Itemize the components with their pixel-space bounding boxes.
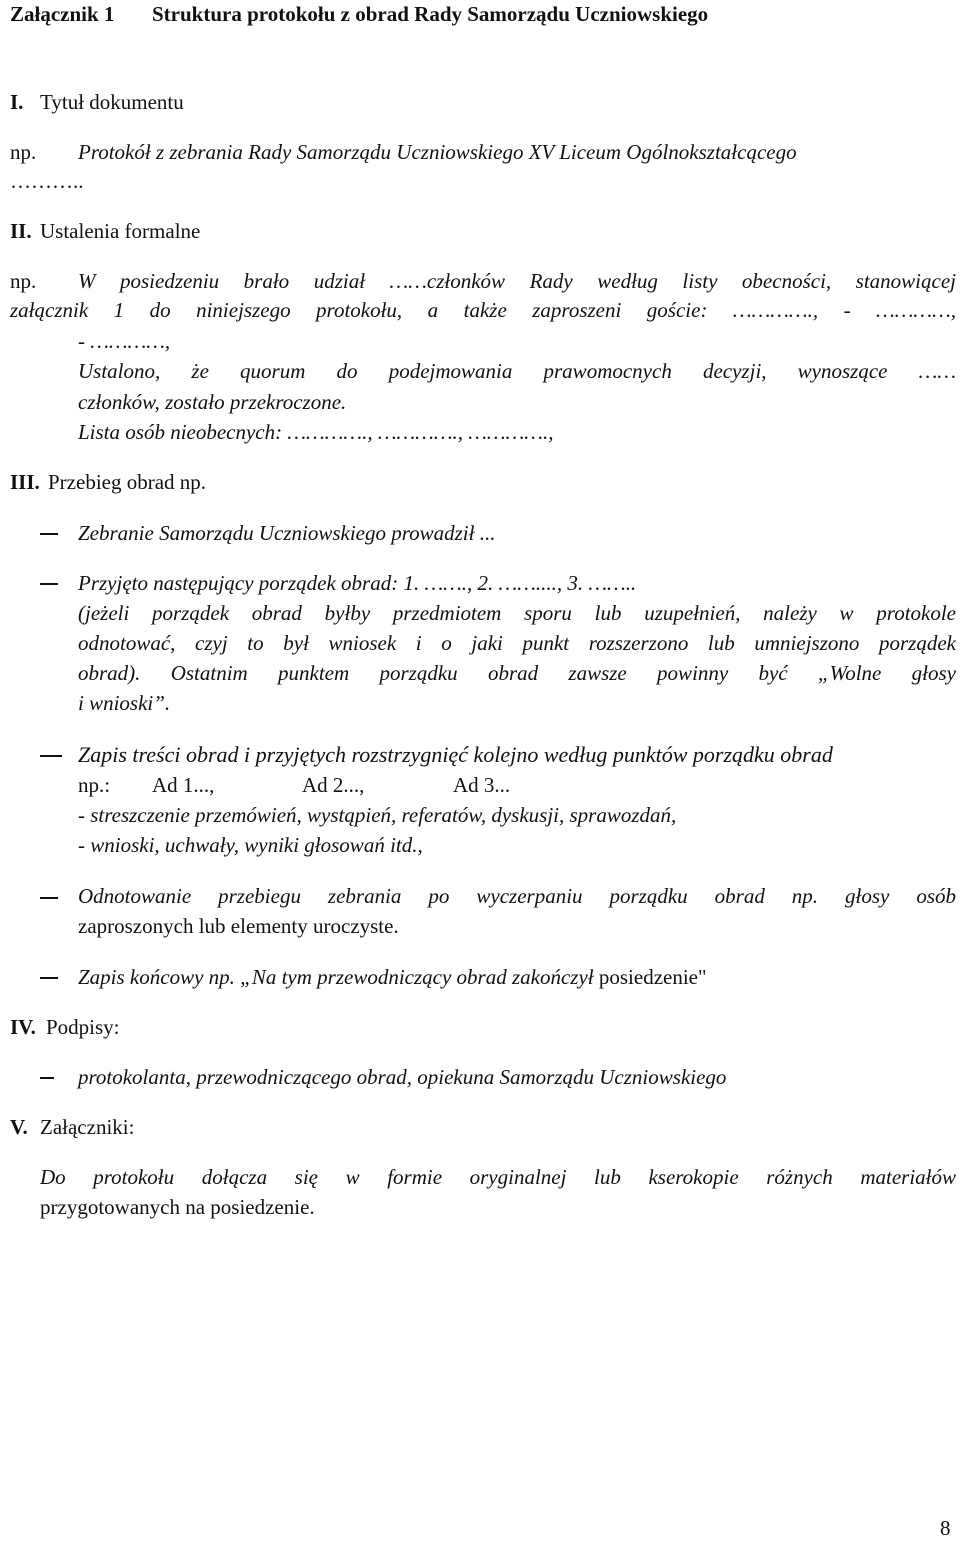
section-3-item-1: Zebranie Samorządu Uczniowskiego prowadził ... xyxy=(78,521,496,545)
bullet-dash xyxy=(40,897,58,899)
section-2-line-4: Ustalono, że quorum do podejmowania prawomocnych decyzji, wynoszące …… xyxy=(78,359,956,383)
section-1-text: Protokół z zebrania Rady Samorządu Uczniowskiego XV Liceum Ogólnokształcącego xyxy=(78,140,797,164)
section-5-number: V. xyxy=(10,1115,28,1139)
bullet-dash xyxy=(40,755,62,757)
section-4-number: IV. xyxy=(10,1015,36,1039)
section-3-np: np.: xyxy=(78,773,111,797)
section-3-note-4: i wnioski”. xyxy=(78,691,171,715)
section-3-item-4-cont: zaproszonych lub elementy uroczyste. xyxy=(78,914,399,938)
section-3-item-3: Zapis treści obrad i przyjętych rozstrzygnięć kolejno według punktów porządku obrad xyxy=(78,742,833,767)
section-2-title: Ustalenia formalne xyxy=(40,219,201,243)
agenda-ad-2: Ad 2..., xyxy=(302,773,365,797)
section-2-line-6: Lista osób nieobecnych: …………., …………., …………., xyxy=(78,420,554,444)
page-title: Struktura protokołu z obrad Rady Samorządu Uczniowskiego xyxy=(152,2,709,26)
section-3-item-2: Przyjęto następujący porządek obrad: 1. ……., 2. ……...., 3. …….. xyxy=(78,571,637,595)
section-4-item: protokolanta, przewodniczącego obrad, opiekuna Samorządu Uczniowskiego xyxy=(78,1065,727,1089)
section-3-note-3: obrad). Ostatnim punktem porządku obrad zawsze powinny być „Wolne głosy xyxy=(78,661,956,685)
bullet-dash xyxy=(40,1077,54,1079)
section-3-note-2: odnotować, czyj to był wniosek i o jaki punkt rozszerzono lub umniejszono porządek xyxy=(78,631,956,655)
section-3-sub-2: - wnioski, uchwały, wyniki głosowań itd., xyxy=(78,833,423,857)
section-5-title: Załączniki: xyxy=(40,1115,135,1139)
section-4-title: Podpisy: xyxy=(46,1015,120,1039)
section-2-line-5: członków, zostało przekroczone. xyxy=(78,390,347,414)
section-3-sub-1: - streszczenie przemówień, wystąpień, referatów, dyskusji, sprawozdań, xyxy=(78,803,677,827)
section-5-line-1: Do protokołu dołącza się w formie oryginalnej lub kserokopie różnych materiałów xyxy=(40,1165,956,1189)
section-2-number: II. xyxy=(10,219,32,243)
agenda-ad-1: Ad 1..., xyxy=(152,773,215,797)
section-3-item-4: Odnotowanie przebiegu zebrania po wyczerpaniu porządku obrad np. głosy osób xyxy=(78,884,956,908)
section-1-title: Tytuł dokumentu xyxy=(40,90,184,114)
section-1-number: I. xyxy=(10,90,24,114)
agenda-ad-3: Ad 3... xyxy=(453,773,511,797)
section-2-line-3: - …………, xyxy=(78,329,171,353)
section-3-item-5-end: posiedzenie" xyxy=(598,965,707,989)
section-3-title: Przebieg obrad np. xyxy=(48,470,207,494)
section-5-line-2: przygotowanych na posiedzenie. xyxy=(40,1195,315,1219)
section-2-line-2: załącznik 1 do niniejszego protokołu, a także zaproszeni goście: …………., - …………, xyxy=(10,298,956,322)
section-3-number: III. xyxy=(10,470,40,494)
section-3-item-5 xyxy=(78,964,707,990)
section-2-np: np. xyxy=(10,269,37,293)
bullet-dash xyxy=(40,977,58,979)
attachment-label: Załącznik 1 xyxy=(10,2,115,26)
bullet-dash xyxy=(40,533,58,535)
section-3-item-5-italic: Zapis końcowy np. „Na tym przewodniczący obrad zakończył xyxy=(78,965,594,989)
bullet-dash xyxy=(40,583,58,585)
section-2-line-1: W posiedzeniu brało udział ……członków Rady według listy obecności, stanowiącej xyxy=(78,269,956,293)
section-3-note-1: (jeżeli porządek obrad byłby przedmiotem sporu lub uzupełnień, należy w protokole xyxy=(78,601,956,625)
page-number: 8 xyxy=(940,1516,951,1540)
section-1-dots: ……….. xyxy=(10,169,84,193)
section-1-np: np. xyxy=(10,140,37,164)
